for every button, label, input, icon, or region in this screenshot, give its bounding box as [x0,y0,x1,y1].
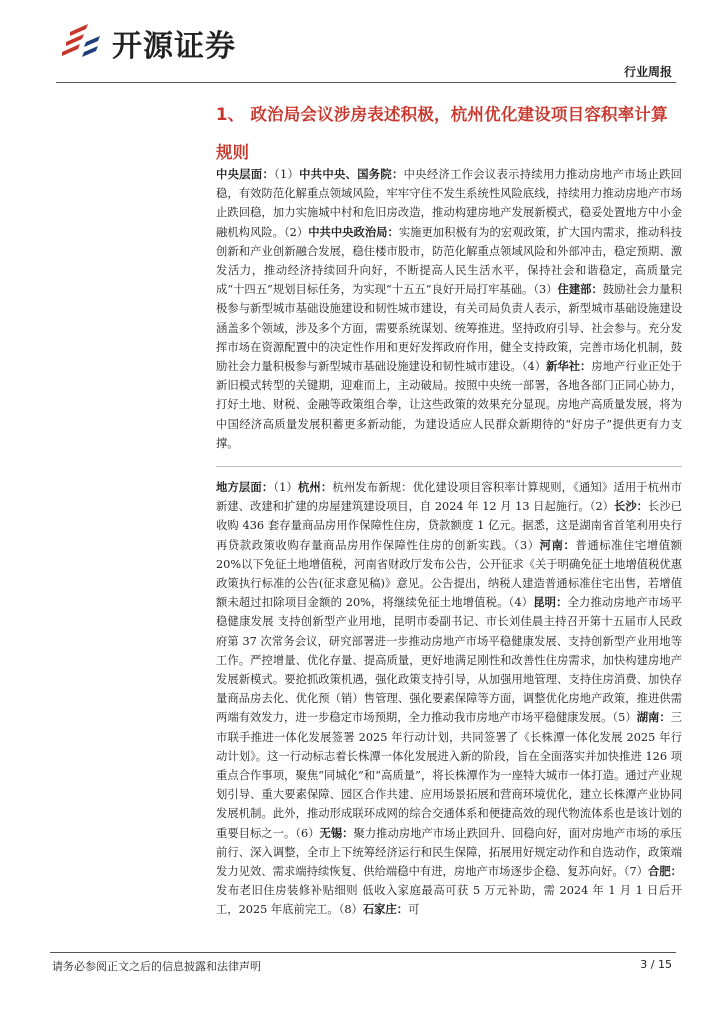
bold-lead-text: 住建部： [557,283,603,297]
body-text: 可 [408,903,420,917]
paragraph-divider [216,466,682,467]
bold-lead-text: 湖南： [636,711,671,725]
bold-lead-text: 中央层面： [216,168,275,181]
body-text: 三市联手推进一体化发展签署 2025 年行动计划，共同签署了《长株潭一体化发展 2025 年行动计划》。这一行动标志着长株潭一体化发展进入新的阶段，旨在全面落实并加快推进 126 项重点合作事项，聚焦“同城化”和“高质量”，将长株潭作为一座特大城市一体打造。通过产业规划引导、重大要素保障、园区合作共建、应用场景拓展和营商环境优化，建立长株潭产业协同发展机制。此外，推动形成联环成网的综合交通体系和便捷高效的现代物流体系也是该计划的重要目标之一。 [216,711,682,840]
body-text: 普通标准住宅增值额 20%以下免征土地增值税，河南省财政厅发布公告，公开征求《关于明确免征土地增值税优惠政策执行标准的公告(征求意见稿)》意见。公告提出，纳税人建造普通标准住宅出售，若增值额未超过扣除项目金额的 20%，将继续免征土地增值税。 [216,538,682,610]
body-text: 房地产行业正处于新旧模式转型的关键期，迎难而上，主动破局。按照中央统一部署，各地各部门正同心协力，打好土地、财税、金融等政策组合拳，让这些政策的效果充分显现。房地产高质量发展，将为中国经济高质量发展积蓄更多新动能，为建设适应人民群众新期待的“好房子”提供更有力支撑。 [216,360,682,450]
body-text: （4） [521,360,547,374]
body-text: （4） [508,596,534,610]
report-type-label: 行业周报 [623,65,672,79]
body-text: 鼓励社会力量积极参与新型城市基础设施建设和韧性城市建设，有关司局负责人表示，新型城市基础设施建设涵盖多个领域，涉及多个方面，需要系统谋划、统筹推进。坚持政府引导、社会参与。充分发挥市场在资源配置中的决定性作用和更好发挥政府作用，健全支持政策，完善市场化机制，鼓励社会力量积极参与新型城市基础设施建设和韧性城市建设。 [216,283,682,374]
body-text: （3） [533,283,558,297]
body-text: 聚力推动房地产市场止跌回升、回稳向好，面对房地产市场的承压前行、深入调整，全市上下统筹经济运行和民生保障，拓展用好规定动作和自选动作，政策端发力见效、需求端持续恢复、供给端稳中有进，房地产市场逐步企稳、复苏向好。 [216,826,682,879]
body-text: 实施更加积极有为的宏观政策，扩大国内需求，推动科技创新和产业创新融合发展，稳住楼市股市，防范化解重点领域风险和外部冲击，稳定预期、激发活力，推动经济持续回升向好，不断提高人民生活水平，保持社会和谐稳定，高质量完成“十四五”规划目标任务，为实现“十五五”良好开局打牢基础。 [216,225,682,297]
local-policy-paragraph [216,478,682,920]
page-header [0,0,724,90]
footer-divider [50,952,676,953]
section-title-line2: 规则 [216,143,249,162]
bold-lead-text: 中共中央、国务院： [299,168,404,181]
kaiyuan-logo-icon [58,22,104,64]
bold-lead-text: 地方层面： [216,481,274,494]
section-title [216,96,682,172]
bold-lead-text: 杭州： [297,481,333,494]
section-title-line1: 1、 政治局会议涉房表述积极，杭州优化建设项目容积率计算 [216,105,668,124]
bold-lead-text: 合肥： [648,865,682,879]
body-text: 发布老旧住房装修补贴细则 低收入家庭最高可获 5 万元补助，需 2024 年 1 月 1 日后开工，2025 年底前完工。 [216,884,682,917]
bold-lead-text: 新华社： [546,360,592,374]
page-number: 3 / 15 [640,958,672,971]
body-text: （5） [612,711,637,725]
body-text: （2） [589,500,615,514]
central-policy-paragraph [216,165,682,453]
body-text: （3） [513,538,540,552]
bold-lead-text: 河南： [539,538,576,552]
brand-logo [58,22,236,64]
body-text: 中央经济工作会议表示持续用力推动房地产市场止跌回稳，有效防范化解重点领域风险，牢牢守住不发生系统性风险底线，持续用力推动房地产市场止跌回稳，加力实施城中村和危旧房改造，推动构建房地产发展新模式，稳妥处置地方中小金融机构风险。 [216,168,682,239]
body-text: （1） [274,168,300,181]
bold-lead-text: 中共中央政治局： [308,225,399,239]
bold-lead-text: 无锡： [319,826,354,840]
body-text: （7） [623,865,649,879]
header-divider [56,82,676,83]
footer-disclaimer: 请务必参阅正文之后的信息披露和法律声明 [52,960,261,973]
body-text: （8） [338,903,363,917]
body-text: （1） [273,481,298,494]
body-text: 长沙已收购 436 套存量商品房用作保障性住房，贷款额度 1 亿元。据悉，这是湖南省首笔利用央行再贷款政策收购存量商品房用作保障性住房的创新实践。 [216,500,682,552]
brand-name: 开源证券 [112,29,236,64]
body-text: （2） [283,225,309,239]
bold-lead-text: 长沙： [614,500,649,514]
bold-lead-text: 石家庄： [362,903,409,917]
body-text: 全力推动房地产市场平稳健康发展 支持创新型产业用地，昆明市委副书记、市长刘佳晨主持召开第十五届市人民政府第 37 次常务会议，研究部署进一步推动房地产市场平稳健康发展、支持创新型产业用地等工作。严控增量、优化存量、提高质量，更好地满足刚性和改善性住房需求，加快构建房地产发展新模式。要抢抓政策机遇，强化政策支持引导，从加强用地管理、支持住房消费、加快存量商品房去化、优化预（销）售管理、强化要素保障等方面，调整优化房地产政策，推进供需两端有效发力，进一步稳定市场预期，全力推动我市房地产市场平稳健康发展。 [216,596,682,725]
bold-lead-text: 昆明： [533,596,568,610]
body-text: 杭州发布新规：优化建设项目容积率计算规则，《通知》适用于杭州市新建、改建和扩建的房屋建筑建设项目，自 2024 年 12 月 13 日起施行。 [216,481,682,514]
body-text: （6） [295,826,320,840]
